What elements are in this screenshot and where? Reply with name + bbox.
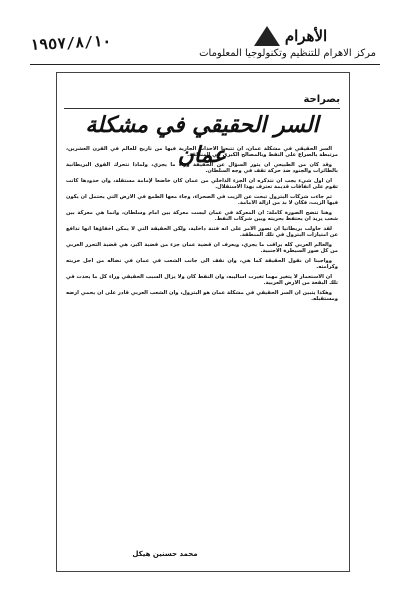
tag-rule (64, 108, 340, 109)
pyramid-icon (254, 26, 280, 46)
paragraph: وقد كان من الطبيعي ان يثور السؤال عن الحقيقة وراء ما يجري، ولماذا تتحرك القوى البريطانية بالطائرات والجنود ضد حركة تقف في وجه السلطان. (66, 162, 338, 174)
article-body (66, 146, 338, 546)
ahram-logo (250, 24, 340, 48)
paragraph: لقد حاولت بريطانيا ان تصور الامر على انه فتنة داخلية، ولكن الحقيقة التي لا يمكن اخفاؤها انها تدافع عن امتيازات البترول في تلك المنطقة. (66, 226, 338, 238)
paragraph: ان الاستعمار لا يتغير مهما تغيرت اساليبه، وان النفط كان ولا يزال السبب الحقيقي وراء كل ما يحدث في تلك البقعة من الارض العربية. (66, 274, 338, 286)
column-tag: بصراحة (303, 94, 340, 105)
paragraph: ان اول شيء يجب ان نتذكره ان الجزء الداخلي من عمان كان خاضعا لإمامة مستقلة، وان حدودها كانت تقوم على اتفاقات قديمة تعترف بهذا الاستقلال. (66, 178, 338, 190)
paragraph: وهنا تتضح الصورة كاملة: ان المعركة في عمان ليست معركة بين امام وسلطان، وانما هي معركة بين شعب يريد ان يحتفظ بحريته وبين شركات النفط. (66, 210, 338, 222)
paragraph: وواجبنا ان نقول الحقيقة كما هي، وان نقف الى جانب الشعب في عمان في نضاله من اجل حريته وكرامته. (66, 258, 338, 270)
paragraph: السر الحقيقي في مشكلة عمان، ان تتبعنا الاحداث الجارية فيها من تاريخ للعالم في القرن العشرين، مرتبطة بالصراع على النفط وبالمصالح الكبرى في المنطقة. (66, 146, 338, 158)
center-name: مركز الاهرام للتنظيم وتكنولوجيا المعلومات (199, 48, 376, 59)
paragraph: والعالم العربي كله يراقب ما يجري، ويعرف ان قضية عمان جزء من قضية اكبر، هي قضية التحرر العربي من كل صور السيطرة الاجنبية. (66, 242, 338, 254)
headline: السر الحقيقي في مشكلة عمان (85, 112, 319, 168)
header-rule (30, 64, 380, 65)
date-stamp: ١٩٥٧/٨/١٠ (29, 31, 112, 55)
logo-text: الأهرام (284, 27, 328, 45)
paragraph: وهكذا يتبين ان السر الحقيقي في مشكلة عمان هو البترول، وان الشعب العربي قادر على ان يحمي ارضه ومستقبله. (66, 290, 338, 302)
paragraph: ثم جاءت شركات البترول تبحث عن الزيت في الصحراء، وجاء معها الطمع في الارض التي يحتمل ان يكون فيها الزيت، فكان لا بد من ازالة الامامة. (66, 194, 338, 206)
author-signature: محمد حسنين هيكل (132, 550, 198, 558)
